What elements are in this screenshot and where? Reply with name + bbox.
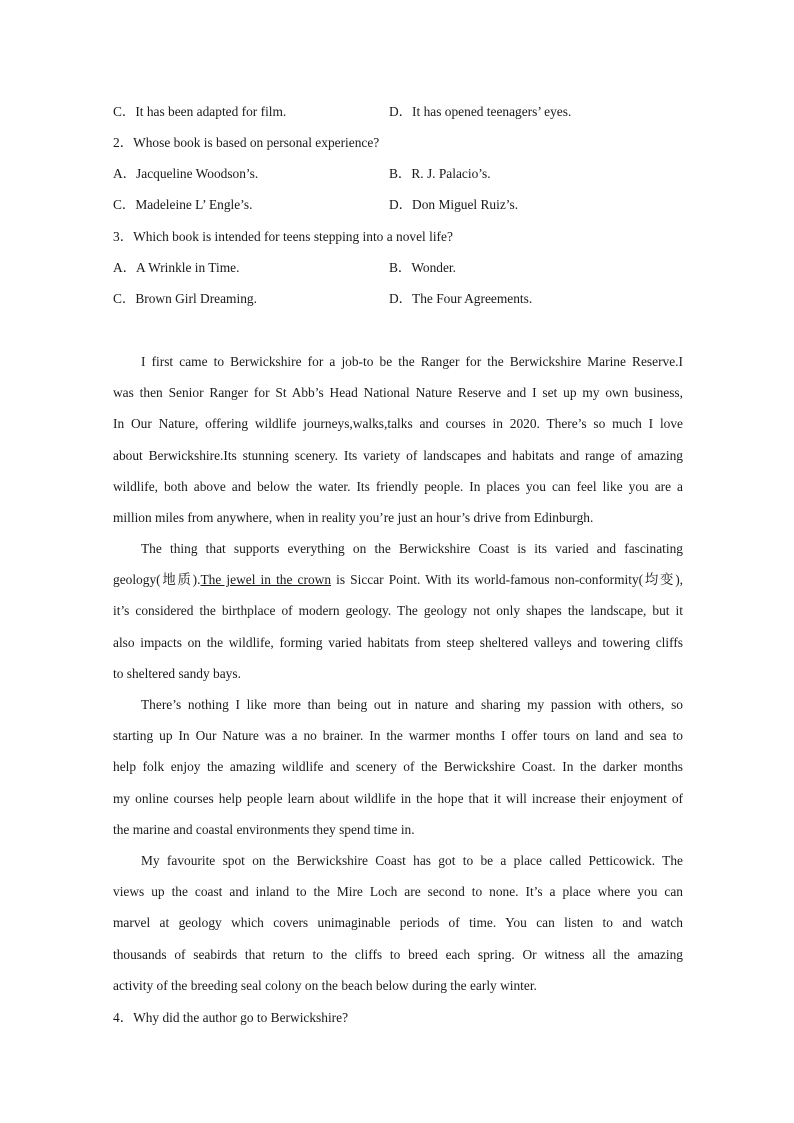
passage-line: There’s nothing I like more than being out in nature and sharing my passion with others, so [141, 697, 683, 712]
passage-text: is Siccar Point. With its world-famous non-conformity(均变), [331, 572, 683, 588]
passage-line: help folk enjoy the amazing wildlife and scenery of the Berwickshire Coast. In the darker months [113, 759, 683, 775]
passage-line: was then Senior Ranger for St Abb’s Head National Nature Reserve and I set up my own business, [113, 385, 683, 401]
passage-line: activity of the breeding seal colony on the beach below during the early winter. [113, 977, 537, 993]
q2-option-d: D．Don Miguel Ruiz’s. [389, 197, 519, 212]
passage-paragraph-3 [113, 689, 683, 845]
q1-option-c: C．It has been adapted for film. [113, 104, 287, 119]
q2-option-c: C．Madeleine L’ Engle’s. [113, 197, 253, 212]
q3-option-b: B．Wonder. [389, 260, 456, 275]
passage-line: it’s considered the birthplace of modern geology. The geology not only shapes the landscape, but it [113, 603, 683, 619]
passage-line: the marine and coastal environments they spend time in. [113, 821, 415, 837]
passage-line: In Our Nature, offering wildlife journeys,walks,talks and courses in 2020. There’s so much I love [113, 416, 683, 432]
q2-question: 2．Whose book is based on personal experience? [113, 135, 380, 150]
passage-line [113, 564, 683, 595]
q2-option-a: A．Jacqueline Woodson’s. [113, 166, 259, 181]
passage-line: to sheltered sandy bays. [113, 665, 241, 681]
q1-option-d: D．It has opened teenagers’ eyes. [389, 104, 572, 119]
passage-line: my online courses help people learn about wildlife in the hope that it will increase their enjoyment of [113, 790, 683, 806]
q3-option-c: C．Brown Girl Dreaming. [113, 291, 257, 306]
passage-paragraph-2 [113, 533, 683, 689]
underlined-phrase: The jewel in the crown [200, 572, 332, 588]
q3-question: 3．Which book is intended for teens stepping into a novel life? [113, 229, 453, 244]
passage-line: starting up In Our Nature was a no brainer. In the warmer months I offer tours on land and sea to [113, 728, 683, 744]
passage-line: wildlife, both above and below the water. Its friendly people. In places you can feel like you are a [113, 478, 683, 494]
q3-option-a: A．A Wrinkle in Time. [113, 260, 240, 275]
q4-question: 4．Why did the author go to Berwickshire? [113, 1010, 349, 1025]
passage-line: million miles from anywhere, when in reality you’re just an hour’s drive from Edinburgh. [113, 510, 594, 526]
q3-option-d: D．The Four Agreements. [389, 291, 533, 306]
passage-text: geology(地质). [113, 572, 201, 588]
passage-line: thousands of seabirds that return to the cliffs to breed each spring. Or witness all the amazing [113, 946, 683, 962]
q2-option-b: B．R. J. Palacio’s. [389, 166, 491, 181]
passage-line: My favourite spot on the Berwickshire Coast has got to be a place called Petticowick. The [141, 853, 683, 868]
passage-line: marvel at geology which covers unimaginable periods of time. You can listen to and watch [113, 915, 683, 931]
passage-line: also impacts on the wildlife, forming varied habitats from steep sheltered valleys and towering cliffs [113, 634, 683, 650]
passage-line: views up the coast and inland to the Mire Loch are second to none. It’s a place where you can [113, 884, 683, 900]
passage-line: I first came to Berwickshire for a job-to be the Ranger for the Berwickshire Marine Reserve.I [141, 354, 683, 369]
passage-paragraph-1 [113, 346, 683, 533]
passage-line: The thing that supports everything on the Berwickshire Coast is its varied and fascinating [141, 541, 683, 556]
passage-line: about Berwickshire.Its stunning scenery. Its variety of landscapes and habitats and range of amazing [113, 447, 683, 463]
passage-paragraph-4 [113, 845, 683, 1001]
